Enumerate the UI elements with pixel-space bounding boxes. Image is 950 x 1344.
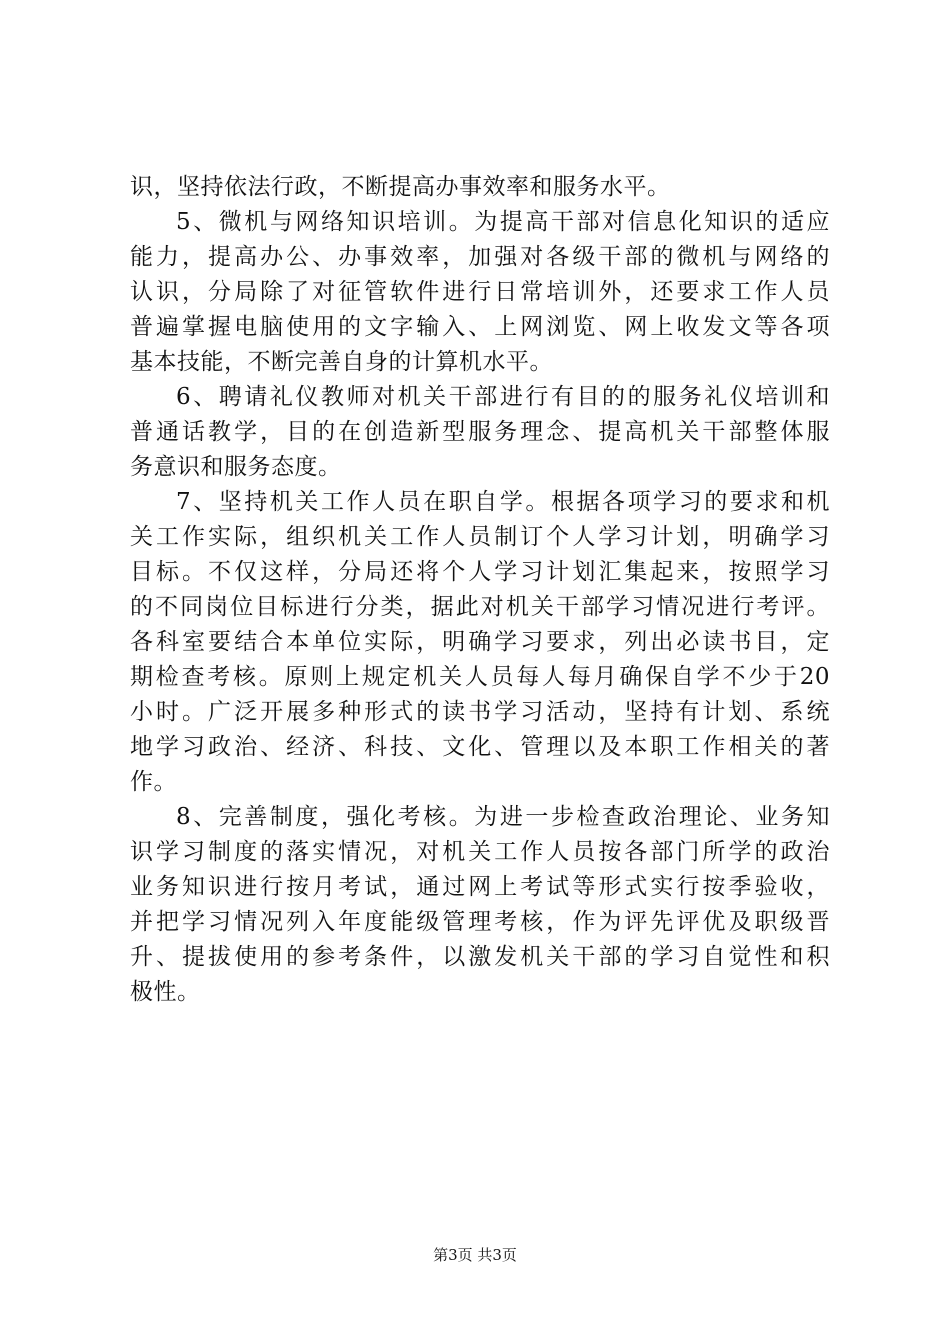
paragraph-line: 8、完善制度，强化考核。为进一步检查政治理论、业务知: [176, 804, 830, 830]
paragraph-line: 升、提拔使用的参考条件，以激发机关干部的学习自觉性和积: [130, 944, 830, 970]
paragraph: [130, 380, 830, 485]
paragraph-line: 认识，分局除了对征管软件进行日常培训外，还要求工作人员: [130, 279, 830, 305]
paragraph-line: 识学习制度的落实情况，对机关工作人员按各部门所学的政治: [130, 839, 830, 865]
paragraph-line: 各科室要结合本单位实际，明确学习要求，列出必读书目，定: [130, 629, 830, 655]
paragraph-line: 极性。: [130, 979, 201, 1005]
paragraph-line: 关工作实际，组织机关工作人员制订个人学习计划，明确学习: [130, 524, 830, 550]
paragraph-line: 普遍掌握电脑使用的文字输入、上网浏览、网上收发文等各项: [130, 314, 830, 340]
paragraph-line: 并把学习情况列入年度能级管理考核，作为评先评优及职级晋: [130, 909, 830, 935]
paragraph-line: 业务知识进行按月考试，通过网上考试等形式实行按季验收，: [130, 874, 830, 900]
paragraph-line: 作。: [130, 769, 177, 795]
paragraph-line: 期检查考核。原则上规定机关人员每人每月确保自学不少于20: [130, 664, 830, 690]
paragraph: [130, 170, 830, 205]
paragraph-line: 6、聘请礼仪教师对机关干部进行有目的的服务礼仪培训和: [176, 384, 830, 410]
paragraph-line: 的不同岗位目标进行分类，据此对机关干部学习情况进行考评。: [130, 594, 830, 620]
paragraph-line: 7、坚持机关工作人员在职自学。根据各项学习的要求和机: [176, 489, 830, 515]
paragraph-line: 目标。不仅这样，分局还将个人学习计划汇集起来，按照学习: [130, 559, 830, 585]
paragraph-line: 识，坚持依法行政，不断提高办事效率和服务水平。: [130, 174, 671, 200]
paragraph-line: 普通话教学，目的在创造新型服务理念、提高机关干部整体服: [130, 419, 830, 445]
paragraph: [130, 800, 830, 1010]
paragraph: [130, 485, 830, 800]
paragraph-line: 务意识和服务态度。: [130, 454, 342, 480]
page-footer: 第3页 共3页: [433, 1246, 517, 1264]
paragraph-line: 能力，提高办公、办事效率，加强对各级干部的微机与网络的: [130, 244, 830, 270]
document-body: [130, 170, 830, 1010]
paragraph-line: 5、微机与网络知识培训。为提高干部对信息化知识的适应: [176, 209, 830, 235]
paragraph-line: 地学习政治、经济、科技、文化、管理以及本职工作相关的著: [130, 734, 830, 760]
paragraph: [130, 205, 830, 380]
paragraph-line: 小时。广泛开展多种形式的读书学习活动，坚持有计划、系统: [130, 699, 830, 725]
paragraph-line: 基本技能，不断完善自身的计算机水平。: [130, 349, 553, 375]
